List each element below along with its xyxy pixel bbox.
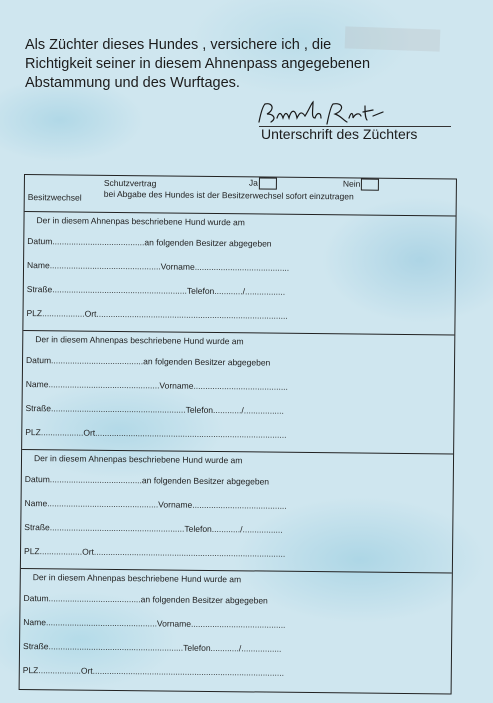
plz-line[interactable]: PLZ..................Ort.................................................................................	[26, 308, 288, 321]
plz-line[interactable]: PLZ..................Ort.................................................................................	[23, 546, 286, 559]
transfer-block	[21, 450, 453, 574]
block-title: Der in diesem Ahnenpas beschriebene Hund wurde am	[32, 572, 242, 585]
name-line[interactable]: Name...............................................Vorname........................................	[24, 498, 287, 511]
datum-line[interactable]: Datum.......................................an folgenden Besitzer abgegeben	[24, 474, 270, 487]
ja-option	[249, 177, 277, 189]
ja-label: Ja	[248, 177, 258, 188]
declaration-line: Abstammung und des Wurftages.	[25, 75, 240, 91]
transfer-block	[20, 569, 452, 692]
name-line[interactable]: Name...............................................Vorname........................................	[23, 617, 286, 630]
besitzwechsel-label: Besitzwechsel	[27, 192, 82, 203]
strasse-line[interactable]: Straße.........................................................Telefon............/.................	[24, 522, 283, 535]
nein-label: Nein	[342, 178, 361, 189]
name-line[interactable]: Name...............................................Vorname........................................	[26, 260, 290, 273]
signature-caption: Unterschrift des Züchters	[261, 126, 418, 142]
transfer-block	[23, 212, 455, 336]
handwritten-signature	[255, 100, 395, 128]
form-header-row	[25, 175, 456, 217]
datum-line[interactable]: Datum.......................................an folgenden Besitzer abgegeben	[23, 593, 268, 606]
transfer-block	[22, 331, 454, 455]
datum-line[interactable]: Datum.......................................an folgenden Besitzer abgegeben	[27, 236, 272, 249]
name-line[interactable]: Name...............................................Vorname........................................	[25, 379, 288, 392]
strasse-line[interactable]: Straße.........................................................Telefon............/.................	[26, 284, 286, 297]
strasse-line[interactable]: Straße.........................................................Telefon............/.................	[23, 641, 282, 654]
nein-option	[343, 178, 380, 190]
schutzvertrag-label: Schutzvertrag	[103, 177, 157, 189]
block-title: Der in diesem Ahnenpas beschriebene Hund wurde am	[35, 334, 244, 347]
datum-line[interactable]: Datum.......................................an folgenden Besitzer abgegeben	[25, 355, 271, 368]
nein-checkbox[interactable]	[361, 179, 379, 191]
breeder-declaration	[25, 36, 445, 93]
declaration-line: Als Züchter dieses Hundes , versichere ich , die	[25, 37, 332, 53]
declaration-line: Richtigkeit seiner in diesem Ahnenpass angegebenen	[25, 56, 371, 72]
block-title: Der in diesem Ahnenpas beschriebene Hund wurde am	[36, 215, 245, 228]
strasse-line[interactable]: Straße.........................................................Telefon............/.................	[25, 403, 284, 416]
owner-change-form	[19, 174, 457, 695]
plz-line[interactable]: PLZ..................Ort.................................................................................	[22, 665, 285, 678]
block-title: Der in diesem Ahnenpas beschriebene Hund wurde am	[33, 453, 243, 466]
ja-checkbox[interactable]	[259, 177, 277, 189]
signature-area	[255, 100, 455, 146]
transfer-note: bei Abgabe des Hundes ist der Besitzerwechsel sofort einzutragen	[103, 188, 354, 202]
plz-line[interactable]: PLZ..................Ort.................................................................................	[25, 427, 287, 440]
